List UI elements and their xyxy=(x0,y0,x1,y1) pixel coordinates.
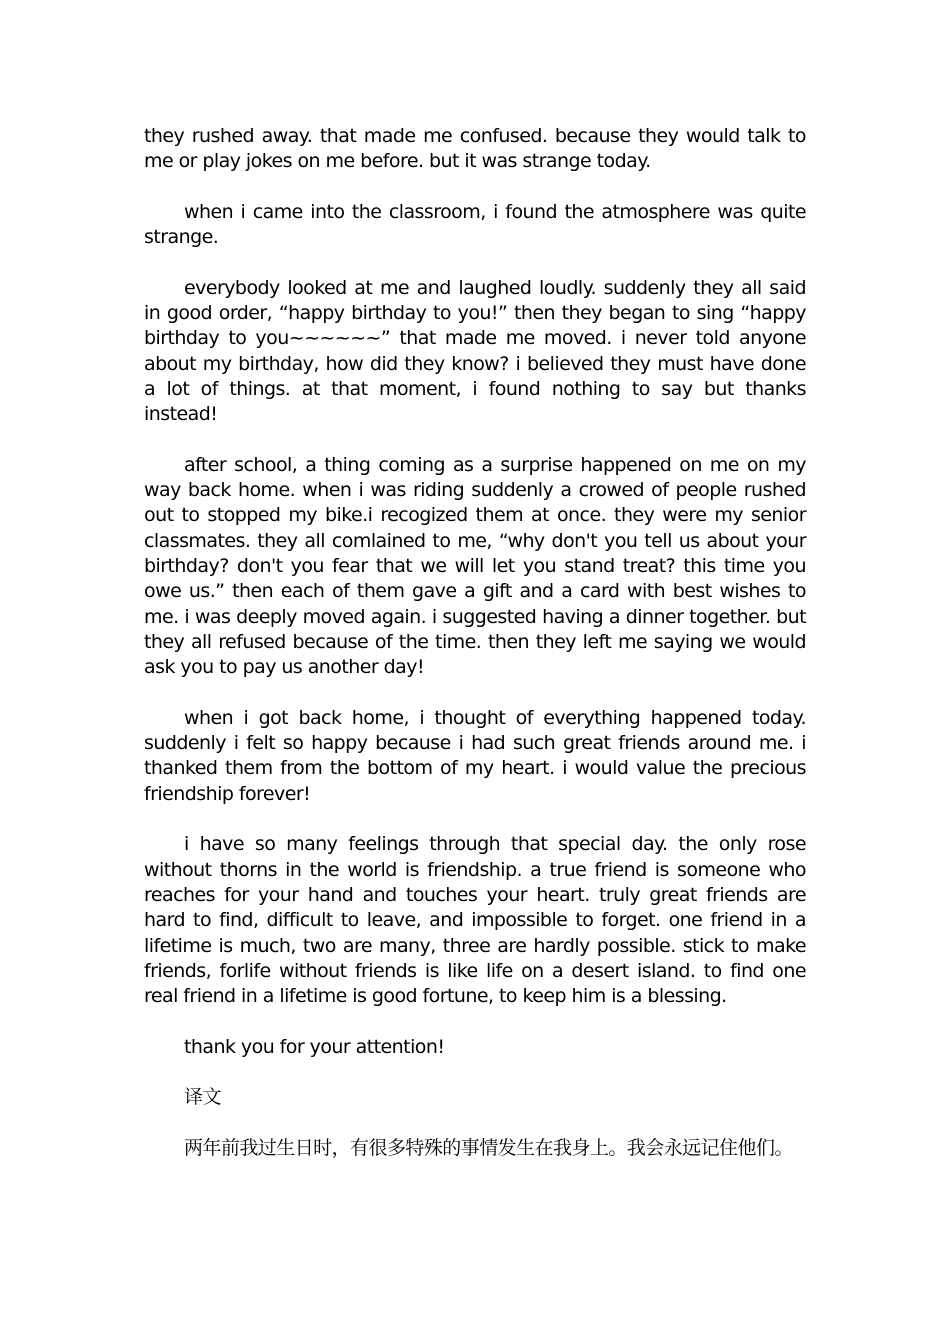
document-page xyxy=(144,124,806,1186)
closing-line: thank you for your attention! xyxy=(184,1035,445,1058)
body-paragraph: when i got back home, i thought of everything happened today. suddenly i felt so happy because i had such great friends around me. i thanked them from the bottom of my heart. i would value the precious friendship forever! xyxy=(144,706,806,805)
translation-paragraph: 两年前我过生日时，有很多特殊的事情发生在我身上。我会永远记住他们。 xyxy=(184,1136,793,1159)
body-paragraph: i have so many feelings through that special day. the only rose without thorns in the world is friendship. a true friend is someone who reaches for your hand and touches your heart. truly great friends are hard to find, difficult to leave, and impossible to forget. one friend in a lifetime is much, two are many, three are hardly possible. stick to make friends, forlife without friends is like life on a desert island. to find one real friend in a lifetime is good fortune, to keep him is a blessing. xyxy=(144,833,806,1008)
body-paragraph: after school, a thing coming as a surprise happened on me on my way back home. when i was riding suddenly a crowed of people rushed out to stopped my bike.i recogized them at once. they were my senior classmates. they all comlained to me, “why don't you tell us about your birthday? don't you fear that we will let you stand treat? this time you owe us.” then each of them gave a gift and a card with best wishes to me. i was deeply moved again. i suggested having a dinner together. but they all refused because of the time. then they left me saying we would ask you to pay us another day! xyxy=(144,453,806,679)
body-paragraph: everybody looked at me and laughed loudly. suddenly they all said in good order, “happy birthday to you!” then they began to sing “happy birthday to you~~~~~~” that made me moved. i never told anyone about my birthday, how did they know? i believed they must have done a lot of things. at that moment, i found nothing to say but thanks instead! xyxy=(144,276,806,426)
body-paragraph: they rushed away. that made me confused. because they would talk to me or play jokes on me before. but it was strange today. xyxy=(144,125,806,173)
translation-heading: 译文 xyxy=(184,1086,221,1109)
body-paragraph: when i came into the classroom, i found the atmosphere was quite strange. xyxy=(144,200,806,249)
